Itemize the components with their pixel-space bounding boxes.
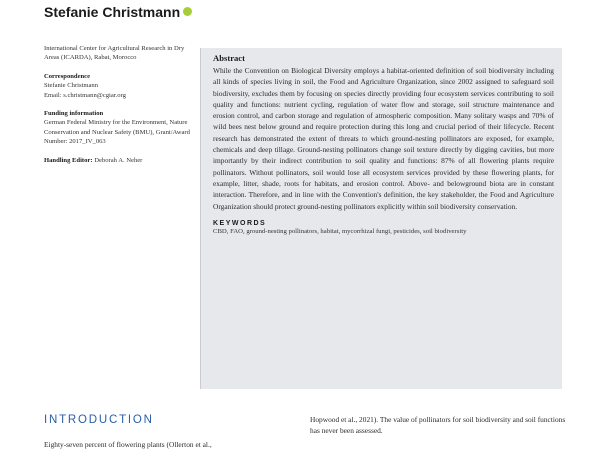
author-name-text: Stefanie Christmann bbox=[44, 4, 181, 20]
correspondence-email[interactable]: Email: s.christmann@cgiar.org bbox=[44, 91, 126, 99]
correspondence-name: Stefanie Christmann bbox=[44, 82, 99, 90]
funding-heading: Funding information bbox=[44, 110, 104, 118]
correspondence-heading: Correspondence bbox=[44, 72, 91, 80]
funding-text: German Federal Ministry for the Environment, Nature Conservation and Nuclear Safety (BMU), Grant/Award Number: 2017_IV_063 bbox=[44, 119, 190, 146]
introduction-heading: INTRODUCTION bbox=[44, 414, 154, 426]
abstract-title: Abstract bbox=[213, 53, 245, 63]
correspondence-section bbox=[44, 72, 194, 100]
affiliation: International Center for Agricultural Research in Dry Areas (ICARDA), Rabat, Morocco bbox=[44, 45, 185, 62]
article-info-column bbox=[44, 44, 194, 174]
keywords-title: KEYWORDS bbox=[213, 219, 267, 227]
abstract-text: While the Convention on Biological Diversity employs a habitat-oriented definition of soil biodiversity including all kinds of species living in soil, the Food and Agriculture Organization, since 2002 assigned to safeguard soil biodiversity, excludes them by focusing on species directly providing four ecosystem services contributing to soil quality and functions: nutrient cycling, regulation of water flow and storage, soil structure maintenance and erosion control, and carbon storage and regulation of atmospheric composition. Many solitary wasps and 70% of wild bees nest below ground and require protection during this long and crucial period of their lifecycle. Recent research has demonstrated the extent of threats to which ground-nesting pollinators are exposed, for example, chemicals and deep tillage. Ground-nesting pollinators change soil texture directly by digging cavities, but more importantly by their indirect contribution to soil quality and functions: 87% of all flowering plants require pollinators. Without pollinators, soil would lose all ecosystem services provided by these flowering plants, for example, litter, shade, roots for habitats, and erosion control. Above- and belowground biota are in constant interaction. Therefore, and in line with the Convention's definition, the key stakeholder, the Food and Agriculture Organization should protect ground-nesting pollinators explicitly within soil biodiversity conservation. bbox=[213, 66, 554, 211]
abstract-box bbox=[200, 48, 562, 389]
introduction-body-start: Eighty-seven percent of flowering plants (Ollerton et al., bbox=[44, 440, 212, 449]
author-name bbox=[44, 4, 192, 20]
funding-section bbox=[44, 109, 194, 147]
handling-editor-label: Handling Editor: bbox=[44, 156, 93, 164]
handling-editor-name: Deborah A. Neher bbox=[94, 156, 143, 164]
keywords-text: CBD, FAO, ground-nesting pollinators, habitat, mycorrhizal fungi, pesticides, soil biodiversity bbox=[213, 227, 467, 235]
handling-editor bbox=[44, 156, 194, 165]
introduction-right-column: Hopwood et al., 2021). The value of pollinators for soil biodiversity and soil functions has never been assessed. bbox=[310, 415, 566, 435]
orcid-icon[interactable] bbox=[183, 7, 192, 16]
